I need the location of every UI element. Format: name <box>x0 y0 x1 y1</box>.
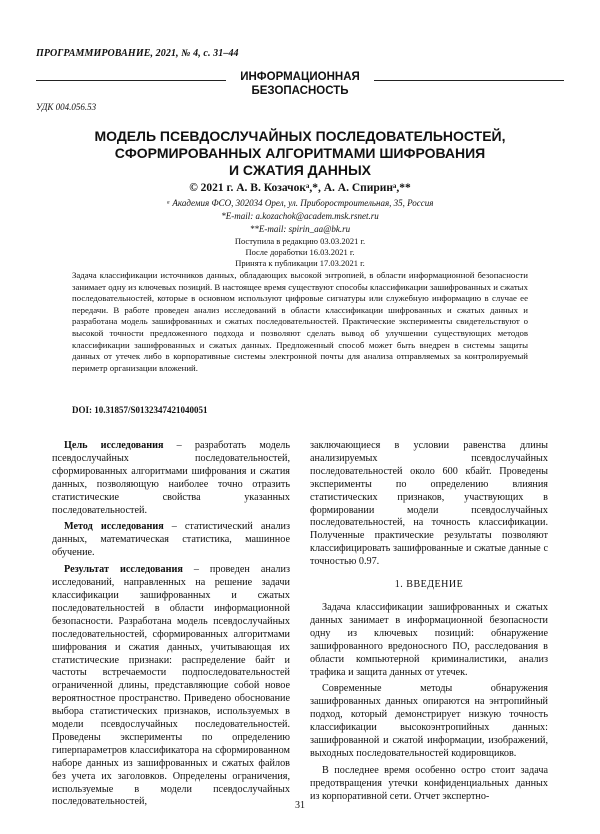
method-paragraph <box>52 521 290 560</box>
journal-header: ПРОГРАММИРОВАНИЕ, 2021, № 4, с. 31–44 <box>36 48 239 59</box>
intro-paragraph-1: Задача классификации зашифрованных и сжатых данных занимает в информационной безопасности одну из ключевых позиций: обнаружение зашифрованного вредоносного ПО, расследования в области компьютерной криминалистики, анализ трафика и защита данных от утечек. <box>310 601 548 678</box>
abstract: Задача классификации источников данных, обладающих высокой энтропией, в области информационной безопасности занимает одну из ключевых позиций. В настоящее время существуют способы классификации зашифрованных и сжатых последовательностей, которые в основном используют цифровые сигнатуры или служебную информацию в случае ее передачи. В работе проведен анализ исследований в области классификации шифрованных и сжатых данных и разработана модель зашифрованных и сжатых последовательностей. Практические эксперименты свидетельствуют о высокой точности предложенного подхода и позволяют сделать вывод об улучшении существующих методов классификации зашифрованных и сжатых данных. Предложенный способ может быть внедрен в системы защиты данных от утечек либо в корпоративные системы электронной почты для анализа отправляемых за контролируемый периметр организации вложений. <box>72 270 528 373</box>
intro-paragraph-2: Современные методы обнаружения зашифрованных данных опираются на энтропийный подход, который демонстрирует низкую точность классификации высокоэнтропийных данных: зашифрованной и сжатой информации, изображений, выходных последовательностей кодировщиков. <box>310 683 548 759</box>
accepted-date: Принята к публикации 17.03.2021 г. <box>235 258 365 268</box>
page-number: 31 <box>295 800 305 811</box>
goal-label: Цель исследования <box>64 440 164 451</box>
goal-paragraph <box>52 440 290 517</box>
introduction-heading: 1. ВВЕДЕНИЕ <box>394 579 464 591</box>
section-title <box>0 70 600 98</box>
result-label: Результат исследования <box>64 564 183 576</box>
section-title-line2: БЕЗОПАСНОСТЬ <box>251 85 349 97</box>
result-text: – проведен анализ исследований, направленных на решение задачи классификации зашифрованных и сжатых последовательностей в области информационной безопасности. Разработана модель псевдослучайных последовательностей, сформированных алгоритмами шифрования и сжатия данных, учитывающая их статистические признаки: распределение байт и частоты встречаемости подпоследовательностей ограниченной длины, представляющие собой новое вероятностное пространство. Приведено обоснование выбора статистических признаков, используемых в модели псевдослучайных последовательностей. Проведены эксперименты по определению гиперпараметров классификатора на сформированном наборе данных из зашифрованных и сжатых файлов без учета их заголовков. Определены ограничения, используемые в модели псевдослучайных последовательностей, <box>52 564 290 808</box>
paper-title-line1: МОДЕЛЬ ПСЕВДОСЛУЧАЙНЫХ ПОСЛЕДОВАТЕЛЬНОСТЕЙ, <box>94 128 506 144</box>
revised-date: После доработки 16.03.2021 г. <box>245 247 355 257</box>
paper-title <box>40 128 560 179</box>
goal-text: – разработать модель псевдослучайных последовательностей, сформированных алгоритмами шифрования и сжатия данных, позволяющую наиболее точно отразить статистические свойства указанных последовательностей. <box>52 440 290 516</box>
authors: © 2021 г. А. В. Козачокᵃ,*, А. А. Спиринᵃ,** <box>189 182 411 194</box>
continued-paragraph: заключающиеся в условии равенства длины анализируемых псевдослучайных последовательностей около 600 кбайт. Проведены эксперименты по определению влияния статистических признаков, участвующих в формировании модели псевдослучайных последовательностей, на точность классификации. Полученные практические результаты позволяют классифицировать зашифрованные и сжатые данные с точностью 0.97. <box>310 440 548 568</box>
udk-code: УДК 004.056.53 <box>36 102 97 112</box>
affiliation-email2: **E-mail: spirin_aa@bk.ru <box>249 224 351 234</box>
paper-title-line3: И СЖАТИЯ ДАННЫХ <box>228 162 372 178</box>
received-date: Поступила в редакцию 03.03.2021 г. <box>234 236 366 246</box>
intro-paragraph-3: В последнее время особенно остро стоит задача предотвращения утечки конфиденциальных данных из корпоративной сети. Отчет экспертно- <box>310 764 548 802</box>
result-paragraph <box>52 564 290 809</box>
right-column <box>310 440 548 804</box>
section-title-line1: ИНФОРМАЦИОННАЯ <box>240 71 360 83</box>
affiliation-email1: *E-mail: a.kozachok@academ.msk.rsnet.ru <box>221 211 379 221</box>
doi: DOI: 10.31857/S0132347421040051 <box>72 405 208 415</box>
paper-title-line2: СФОРМИРОВАННЫХ АЛГОРИТМАМИ ШИФРОВАНИЯ <box>114 145 486 161</box>
method-text: – статистический анализ данных, математическая статистика, машинное обучение. <box>52 521 290 559</box>
left-column <box>52 440 290 809</box>
method-label: Метод исследования <box>64 521 164 533</box>
affiliation-org: ᵃ Академия ФСО, 302034 Орел, ул. Приборостроительная, 35, Россия <box>166 198 434 208</box>
